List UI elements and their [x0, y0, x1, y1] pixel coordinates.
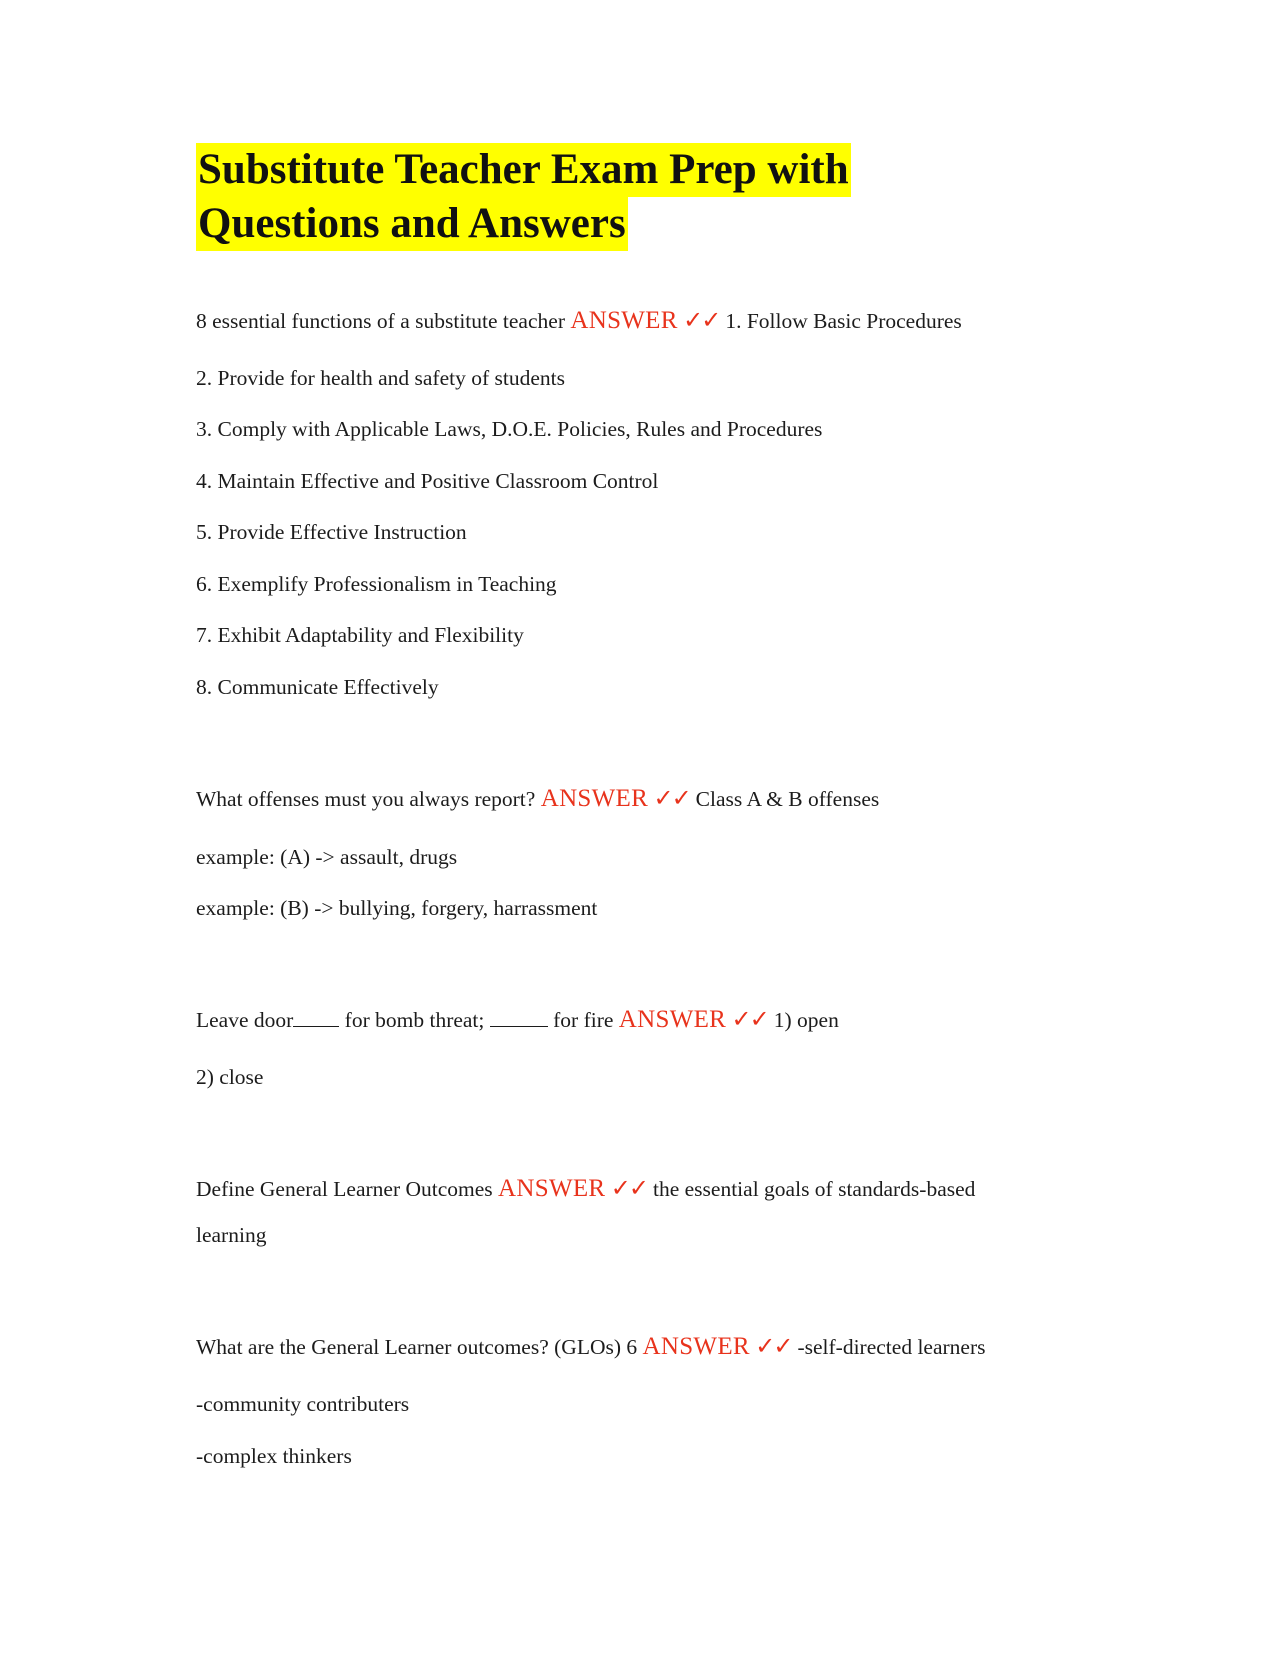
- double-check-icon: ✓✓: [610, 1174, 647, 1202]
- double-check-icon: ✓✓: [755, 1332, 792, 1360]
- qa-question-3: [196, 1004, 839, 1035]
- fill-in-blank: [490, 1006, 548, 1027]
- page-title: [196, 143, 956, 251]
- qa-question-5: [196, 1331, 985, 1362]
- question-text: Define General Learner Outcomes: [196, 1177, 493, 1201]
- double-check-icon: ✓✓: [653, 784, 690, 812]
- question-text: 8 essential functions of a substitute teacher: [196, 309, 565, 333]
- answer-text: the essential goals of standards-based: [653, 1177, 976, 1201]
- answer-line: 2) close: [196, 1065, 264, 1089]
- answer-line: 7. Exhibit Adaptability and Flexibility: [196, 623, 524, 647]
- answer-line: example: (B) -> bullying, forgery, harrassment: [196, 896, 598, 920]
- qa-question-4: [196, 1173, 975, 1204]
- title-line-2: Questions and Answers: [196, 197, 628, 251]
- answer-line: -community contributers: [196, 1392, 410, 1416]
- answer-label: ANSWER: [642, 1333, 750, 1360]
- qa-question-2: [196, 783, 879, 814]
- fill-in-blank: [293, 1006, 339, 1027]
- question-text-part1: Leave door: [196, 1008, 294, 1032]
- answer-line: example: (A) -> assault, drugs: [196, 845, 458, 869]
- answer-line: learning: [196, 1223, 267, 1247]
- answer-label: ANSWER: [570, 307, 678, 334]
- answer-line: 3. Comply with Applicable Laws, D.O.E. Policies, Rules and Procedures: [196, 417, 823, 441]
- answer-text: 1. Follow Basic Procedures: [725, 309, 962, 333]
- question-text-part2: for bomb threat;: [339, 1008, 490, 1032]
- answer-text: 1) open: [773, 1008, 839, 1032]
- answer-label: ANSWER: [540, 785, 649, 812]
- answer-line: 8. Communicate Effectively: [196, 675, 439, 699]
- question-text: What offenses must you always report?: [196, 787, 536, 811]
- double-check-icon: ✓✓: [683, 306, 720, 334]
- double-check-icon: ✓✓: [731, 1005, 768, 1033]
- answer-line: 2. Provide for health and safety of students: [196, 366, 565, 390]
- answer-line: 6. Exemplify Professionalism in Teaching: [196, 572, 557, 596]
- question-text-part3: for fire: [547, 1008, 614, 1032]
- answer-text: Class A & B offenses: [695, 787, 880, 811]
- answer-line: 5. Provide Effective Instruction: [196, 520, 467, 544]
- answer-line: 4. Maintain Effective and Positive Classroom Control: [196, 469, 659, 493]
- answer-line: -complex thinkers: [196, 1444, 352, 1468]
- answer-label: ANSWER: [618, 1006, 727, 1033]
- answer-text: -self-directed learners: [797, 1335, 986, 1359]
- answer-label: ANSWER: [498, 1175, 606, 1202]
- title-line-1: Substitute Teacher Exam Prep with: [196, 143, 851, 197]
- question-text: What are the General Learner outcomes? (GLOs) 6: [196, 1335, 638, 1359]
- qa-question-1: [196, 305, 962, 336]
